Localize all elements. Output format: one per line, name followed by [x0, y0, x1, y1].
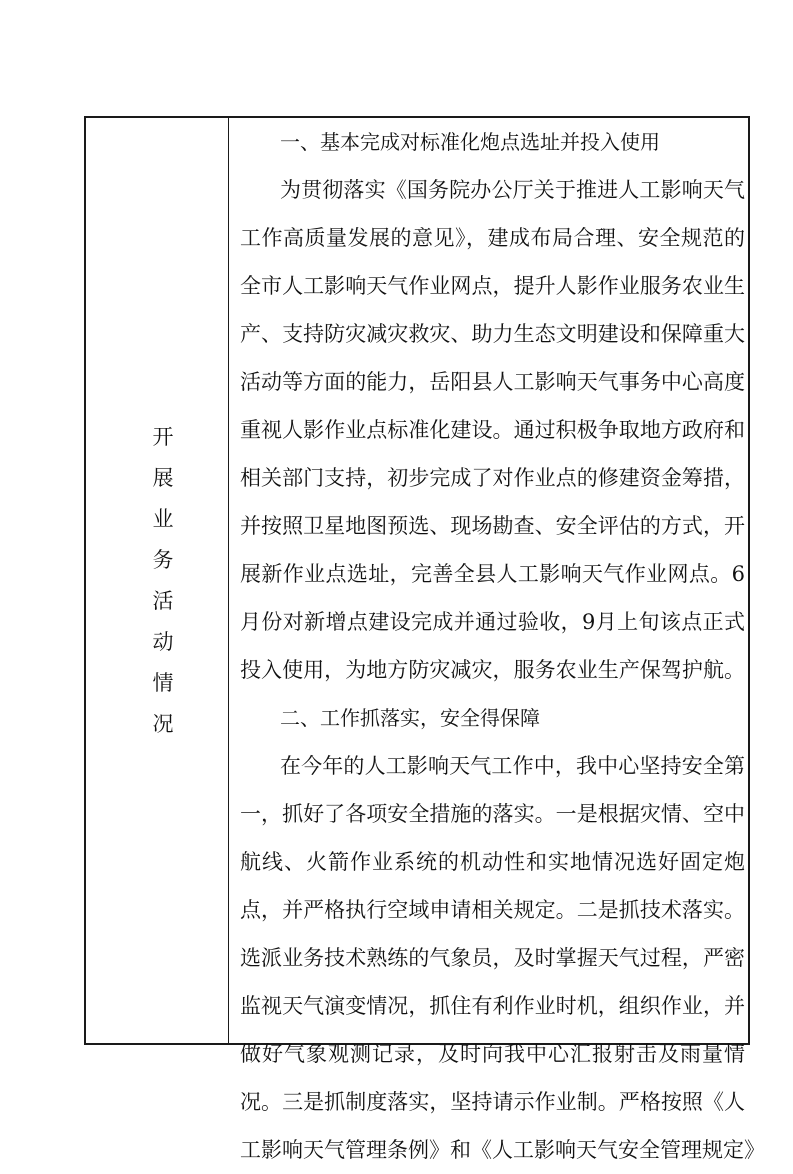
paragraph-line: 航线、火箭作业系统的机动性和实地情况选好固定炮 [240, 850, 745, 874]
section-heading-2: 二、工作抓落实，安全得保障 [280, 706, 540, 730]
label-char: 业 [152, 506, 174, 531]
label-char: 开 [152, 424, 174, 449]
label-char: 展 [152, 465, 174, 490]
paragraph-line: 并按照卫星地图预选、现场勘查、安全评估的方式，开 [240, 514, 745, 538]
column-divider [228, 116, 229, 1045]
paragraph-line: 全市人工影响天气作业网点，提升人影作业服务农业生 [240, 274, 745, 298]
paragraph-line: 况。三是抓制度落实，坚持请示作业制。严格按照《人 [240, 1090, 745, 1114]
paragraph-line: 相关部门支持，初步完成了对作业点的修建资金筹措， [240, 466, 745, 490]
paragraph-line: 产、支持防灾减灾救灾、助力生态文明建设和保障重大 [240, 322, 745, 346]
paragraph-line: 月份对新增点建设完成并通过验收，9月上旬该点正式 [240, 610, 745, 634]
content-cell [240, 118, 765, 1174]
paragraph-line: 为贯彻落实《国务院办公厅关于推进人工影响天气 [280, 178, 745, 202]
paragraph-line: 工影响天气管理条例》和《人工影响天气安全管理规定》 [240, 1138, 765, 1162]
paragraph-line: 监视天气演变情况，抓住有利作业时机，组织作业，并 [240, 994, 745, 1018]
paragraph-line: 在今年的人工影响天气工作中，我中心坚持安全第 [280, 754, 745, 778]
paragraph-line: 工作高质量发展的意见》，建成布局合理、安全规范的 [240, 226, 745, 250]
paragraph-line: 重视人影作业点标准化建设。通过积极争取地方政府和 [240, 418, 745, 442]
paragraph-line: 展新作业点选址，完善全县人工影响天气作业网点。6 [240, 562, 745, 586]
section-heading-1: 一、基本完成对标准化炮点选址并投入使用 [280, 130, 660, 154]
paragraph-line: 选派业务技术熟练的气象员，及时掌握天气过程，严密 [240, 946, 745, 970]
row-label-activities [86, 116, 228, 1045]
label-char: 况 [152, 711, 174, 736]
paragraph-line: 活动等方面的能力，岳阳县人工影响天气事务中心高度 [240, 370, 745, 394]
label-char: 情 [152, 670, 174, 695]
label-char: 活 [152, 588, 174, 613]
paragraph-line: 一，抓好了各项安全措施的落实。一是根据灾情、空中 [240, 802, 745, 826]
label-char: 务 [152, 547, 174, 572]
label-char: 动 [152, 629, 174, 654]
paragraph-line: 点，并严格执行空域申请相关规定。二是抓技术落实。 [240, 898, 745, 922]
paragraph-line: 投入使用，为地方防灾减灾，服务农业生产保驾护航。 [240, 658, 745, 682]
paragraph-line: 做好气象观测记录，及时向我中心汇报射击及雨量情 [240, 1042, 745, 1066]
